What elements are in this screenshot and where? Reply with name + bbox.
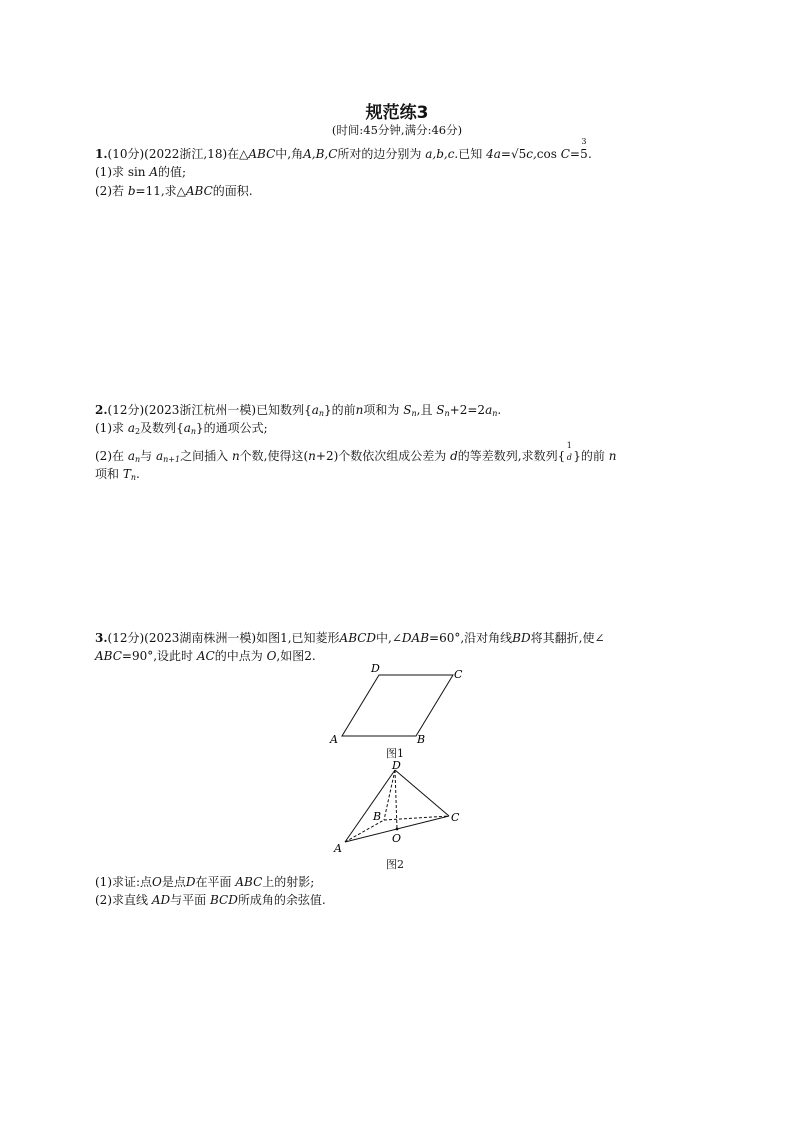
q2-text: 项和为 <box>363 403 400 417</box>
q2-S: S <box>436 403 445 417</box>
q3-abc: ABC <box>235 875 263 889</box>
q1-part2 <box>95 183 253 199</box>
q2-frac-denominator: d <box>566 453 572 462</box>
q3-p1-text: 在平面 <box>195 875 232 889</box>
page-title: 规范练3 <box>365 103 429 123</box>
q2-p2-text: +2)个数依次组成公差为 <box>315 449 447 463</box>
q2-n: n <box>608 449 617 463</box>
q2-n: n <box>308 449 316 463</box>
q2-sub-n1: n+1 <box>163 455 181 464</box>
q2-n: n <box>355 403 364 417</box>
q2-T: T <box>122 467 131 481</box>
q2-sub-n: n <box>318 409 325 418</box>
edge-AB <box>345 820 384 842</box>
q3-text: =60°,沿对角线 <box>429 631 513 645</box>
edge-DC <box>395 770 449 816</box>
q3-dab: DAB <box>401 631 430 645</box>
q1-part1 <box>95 164 186 180</box>
q2-sub-n: n <box>134 455 141 464</box>
q3-text: ,如图2. <box>276 649 316 663</box>
q2-p2-text: 之间插入 <box>180 449 229 463</box>
q1-p1-text: (1)求 sin <box>95 165 146 179</box>
q1-text: 中,角 <box>275 147 304 161</box>
q1-sqrt5: √5 <box>510 147 527 161</box>
q2-a: a <box>155 449 164 463</box>
q2-p1-text: (1)求 <box>95 421 124 435</box>
q2-p2-text: 个数,使得这( <box>239 449 309 463</box>
q2-p2-text: 与 <box>140 449 153 463</box>
q2-frac-numerator: 1 <box>566 441 572 450</box>
fig2-label-A: A <box>334 842 342 855</box>
q3-number: 3. <box>95 631 108 645</box>
fig1-label-B: B <box>417 733 426 746</box>
fig2-label-B: B <box>373 810 382 823</box>
q3-text: 将其翻折,使∠ <box>530 631 605 645</box>
q3-part2 <box>95 892 326 908</box>
q2-n: n <box>231 449 240 463</box>
fig1-label-C: C <box>454 668 463 681</box>
q3-stem-line2 <box>95 648 316 664</box>
q1-p2-triangle: ABC <box>185 184 213 198</box>
q1-number: 1. <box>95 147 108 161</box>
q2-sub-2: 2 <box>134 427 141 436</box>
q2-sub-n: n <box>444 409 450 418</box>
figure-2-caption: 图2 <box>386 858 404 871</box>
q3-p1-text: (1)求证:点 <box>95 875 153 889</box>
q1-C: C= <box>560 147 580 161</box>
q3-o: O <box>266 649 277 663</box>
q1-p2-text: 的面积. <box>212 184 253 198</box>
q1-stem <box>95 137 592 162</box>
q1-p2-b: b <box>127 184 136 198</box>
q2-p2-text: 项和 <box>95 467 120 481</box>
q2-p2-text: }的前 <box>573 449 605 463</box>
edge-DO <box>395 770 397 829</box>
q2-stem <box>95 402 501 422</box>
q2-a: a <box>127 421 135 435</box>
q3-bd: BD <box>512 631 531 645</box>
q2-a: a <box>183 421 191 435</box>
q3-meta: (12分)(2023湖南株洲一模)如图1,已知菱形 <box>107 631 340 645</box>
q3-text: =90°,设此时 <box>121 649 194 663</box>
q1-sides: a,b,c. <box>425 147 459 161</box>
q3-stem-line1 <box>95 630 605 646</box>
q1-text: 已知 <box>458 147 483 161</box>
fig2-label-O: O <box>392 832 402 845</box>
q2-end: . <box>136 467 140 481</box>
q2-part2-line1 <box>95 441 617 468</box>
q3-text: 中,∠ <box>376 631 402 645</box>
q2-end: . <box>497 403 502 417</box>
q2-part1 <box>95 420 268 440</box>
q1-triangle: ABC <box>248 147 276 161</box>
q1-fraction <box>580 137 588 162</box>
q3-abc: ABC <box>95 649 122 663</box>
q3-p2-text: 所成角的余弦值. <box>237 893 326 907</box>
q2-S: S <box>403 403 412 417</box>
q1-equation: 4a= <box>486 147 511 161</box>
q2-text: ,且 <box>416 403 433 417</box>
q1-p2-text: =11,求△ <box>135 184 186 198</box>
q2-a: a <box>311 403 319 417</box>
fig1-label-D: D <box>371 662 380 675</box>
q2-fraction <box>565 441 573 466</box>
q1-cos: cos <box>536 147 557 161</box>
q2-sub-n: n <box>190 427 197 436</box>
q2-sub-n: n <box>130 473 137 482</box>
fig2-label-D: D <box>392 759 401 772</box>
q2-text: }的前 <box>324 403 356 417</box>
q2-sub-n: n <box>492 409 498 418</box>
fig2-label-C: C <box>451 811 460 824</box>
q1-c: c, <box>526 147 537 161</box>
q3-p2-text: 与平面 <box>170 893 207 907</box>
q3-p1-text: 是点 <box>161 875 186 889</box>
q2-a: a <box>485 403 493 417</box>
q3-bcd: BCD <box>209 893 238 907</box>
q2-p1-text: }的通项公式; <box>196 421 268 435</box>
q2-equation: +2=2 <box>449 403 486 417</box>
figure-1-rhombus <box>325 660 470 750</box>
point-O <box>396 828 399 831</box>
q3-p2-text: (2)求直线 <box>95 893 148 907</box>
q3-o: O <box>152 875 162 889</box>
q1-angles: A,B,C <box>303 147 338 161</box>
q1-end: . <box>587 147 592 161</box>
q3-text: 的中点为 <box>214 649 263 663</box>
q1-text: 所对的边分别为 <box>337 147 422 161</box>
q3-abcd: ABCD <box>339 631 377 645</box>
q2-part2-line2 <box>95 466 140 486</box>
figure-1-caption: 图1 <box>386 747 404 760</box>
q1-p1-A: A <box>149 165 159 179</box>
figure-2-tetrahedron <box>325 758 470 858</box>
q2-number: 2. <box>95 403 108 417</box>
fig1-label-A: A <box>330 733 338 746</box>
q3-ad: AD <box>151 893 171 907</box>
page-subtitle: (时间:45分钟,满分:46分) <box>331 123 463 137</box>
q2-sub-n: n <box>411 409 417 418</box>
rhombus-outline <box>342 675 453 736</box>
q1-p1-text: 的值; <box>158 165 187 179</box>
q3-p1-text: 上的射影; <box>262 875 315 889</box>
q2-p2-text: (2)在 <box>95 449 124 463</box>
q1-frac-numerator: 3 <box>581 137 587 146</box>
q1-frac-denominator: 5 <box>580 147 588 161</box>
q3-D: D <box>185 875 196 889</box>
q2-meta: (12分)(2023浙江杭州一模)已知数列{ <box>107 403 312 417</box>
q2-d: d <box>450 449 458 463</box>
q3-ac: AC <box>196 649 215 663</box>
q3-part1 <box>95 874 314 890</box>
q2-p1-text: 及数列{ <box>140 421 184 435</box>
q2-a: a <box>127 449 135 463</box>
q2-p2-text: 的等差数列,求数列{ <box>457 449 566 463</box>
q1-p2-text: (2)若 <box>95 184 124 198</box>
q1-meta: (10分)(2022浙江,18)在△ <box>107 147 249 161</box>
